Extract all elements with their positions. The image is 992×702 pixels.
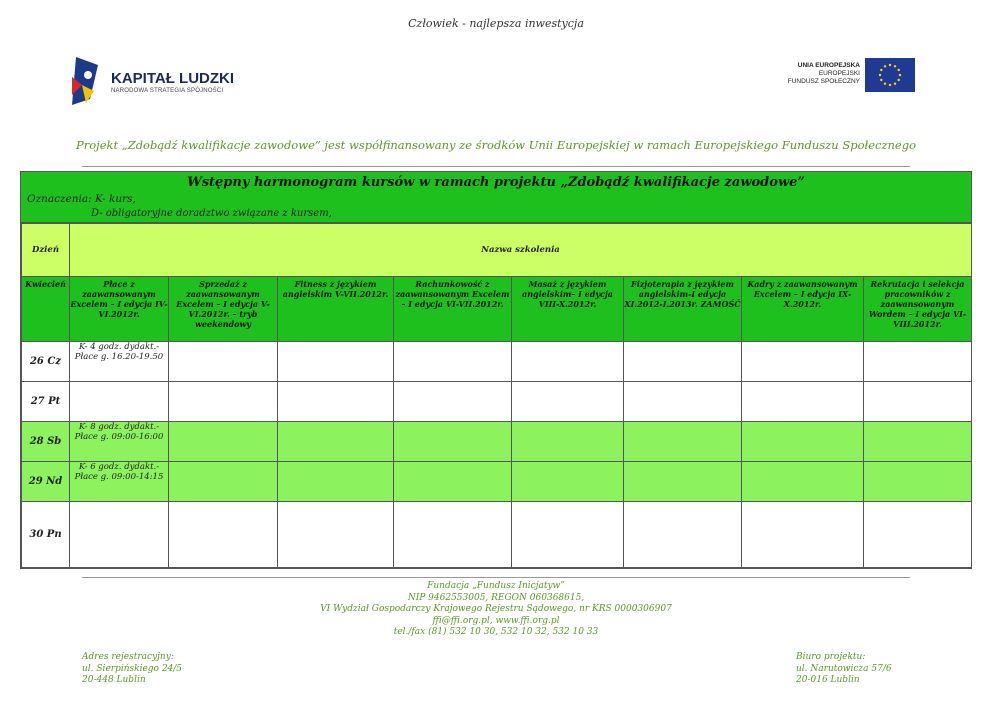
course-header: Rekrutacja i selekcja pracowników z zaawansowanym Wordem – I edycja VI-VIII.2012r. <box>864 277 972 342</box>
foundation-footer <box>0 581 992 639</box>
top-caption: Człowiek - najlepsza inwestycja <box>408 17 584 30</box>
course-header: Fitness z językiem angielskim V-VII.2012r. <box>278 277 394 342</box>
course-header: Rachunkowość z zaawansowanym Excelem – I edycja VI-VII.2012r. <box>394 277 512 342</box>
eu-logo-text: UNIA EUROPEJSKA EUROPEJSKI FUNDUSZ SPOŁECZNY <box>787 62 860 85</box>
kapital-ludzki-subtitle: NARODOWA STRATEGIA SPÓJNOŚCI <box>111 88 224 94</box>
footer-line: tel./fax (81) 532 10 30, 532 10 32, 532 10 33 <box>393 627 599 637</box>
schedule-table <box>20 171 972 569</box>
day-cell: 26 Cz <box>22 342 70 382</box>
day-cell: 27 Pt <box>22 382 70 422</box>
table-row <box>22 382 972 422</box>
kapital-ludzki-title: KAPITAŁ LUDZKI <box>111 70 235 87</box>
day-cell: 30 Pn <box>22 502 70 568</box>
course-header: Kadry z zaawansowanym Excelem – I edycja IX-X.2012r. <box>742 277 864 342</box>
project-statement: Projekt „Zdobądź kwalifikacje zawodowe” jest współfinansowany ze środków Unii Europejskiej w ramach Europejskiego Funduszu Społecznego <box>75 138 917 152</box>
table-row <box>22 342 972 382</box>
schedule-cell: K- 6 godz. dydakt.- Płace g. 09:00-14:15 <box>70 462 169 502</box>
eu-logo <box>780 58 915 98</box>
course-grid <box>21 223 972 568</box>
eu-flag-icon <box>865 58 915 92</box>
course-header-row <box>22 277 972 342</box>
header-row <box>22 224 972 277</box>
footer-line: Fundacja „Fundusz Inicjatyw” <box>427 581 565 591</box>
footer-line: VI Wydział Gospodarczy Krajowego Rejestru Sądowego, nr KRS 0000306907 <box>320 604 672 614</box>
day-cell: 28 Sb <box>22 422 70 462</box>
schedule-cell <box>70 382 169 422</box>
header-divider <box>82 166 910 167</box>
schedule-title: Wstępny harmonogram kursów w ramach projektu „Zdobądź kwalifikacje zawodowe” <box>187 175 805 190</box>
course-header: Płace z zaawansowanym Excelem – I edycja IV-VI.2012r. <box>70 277 169 342</box>
course-header: Sprzedaż z zaawansowanym Excelem – I edycja V-VI.2012r. – tryb weekendowy <box>169 277 278 342</box>
registered-address: Adres rejestracyjny: ul. Sierpińskiego 24/5 20-448 Lublin <box>82 652 183 685</box>
table-row <box>22 462 972 502</box>
month-label: Kwiecień <box>22 277 70 342</box>
footer-divider <box>82 577 910 578</box>
kapital-ludzki-emblem-icon <box>68 55 108 107</box>
schedule-banner <box>21 172 971 223</box>
project-office-address: Biuro projektu: ul. Narutowicza 57/6 20-016 Lublin <box>796 652 892 685</box>
kapital-ludzki-logo <box>68 55 268 107</box>
schedule-cell <box>70 502 169 568</box>
table-row <box>22 422 972 462</box>
footer-line: ffi@ffi.org.pl, www.ffi.org.pl <box>432 615 560 626</box>
legend-line-2: D- obligatoryjne doradztwo związane z kursem, <box>91 208 332 219</box>
course-header: Fizjoterapia z językiem angielskim-I edycja XI.2012-I.2013r. ZAMOŚĆ <box>624 277 742 342</box>
day-cell: 29 Nd <box>22 462 70 502</box>
day-column-header: Dzień <box>22 224 70 277</box>
schedule-cell: K- 4 godz. dydakt.- Płace g. 16.20-19.50 <box>70 342 169 382</box>
footer-line: NIP 9462553005, REGON 060368615, <box>407 592 585 603</box>
schedule-cell: K- 8 godz. dydakt.- Płace g. 09:00-16:00 <box>70 422 169 462</box>
training-column-header: Nazwa szkolenia <box>70 224 972 277</box>
course-header: Masaż z językiem angielskim– I edycja VIII-X.2012r. <box>512 277 624 342</box>
table-row <box>22 502 972 568</box>
legend-line-1: Oznaczenia: K- kurs, <box>27 193 136 205</box>
